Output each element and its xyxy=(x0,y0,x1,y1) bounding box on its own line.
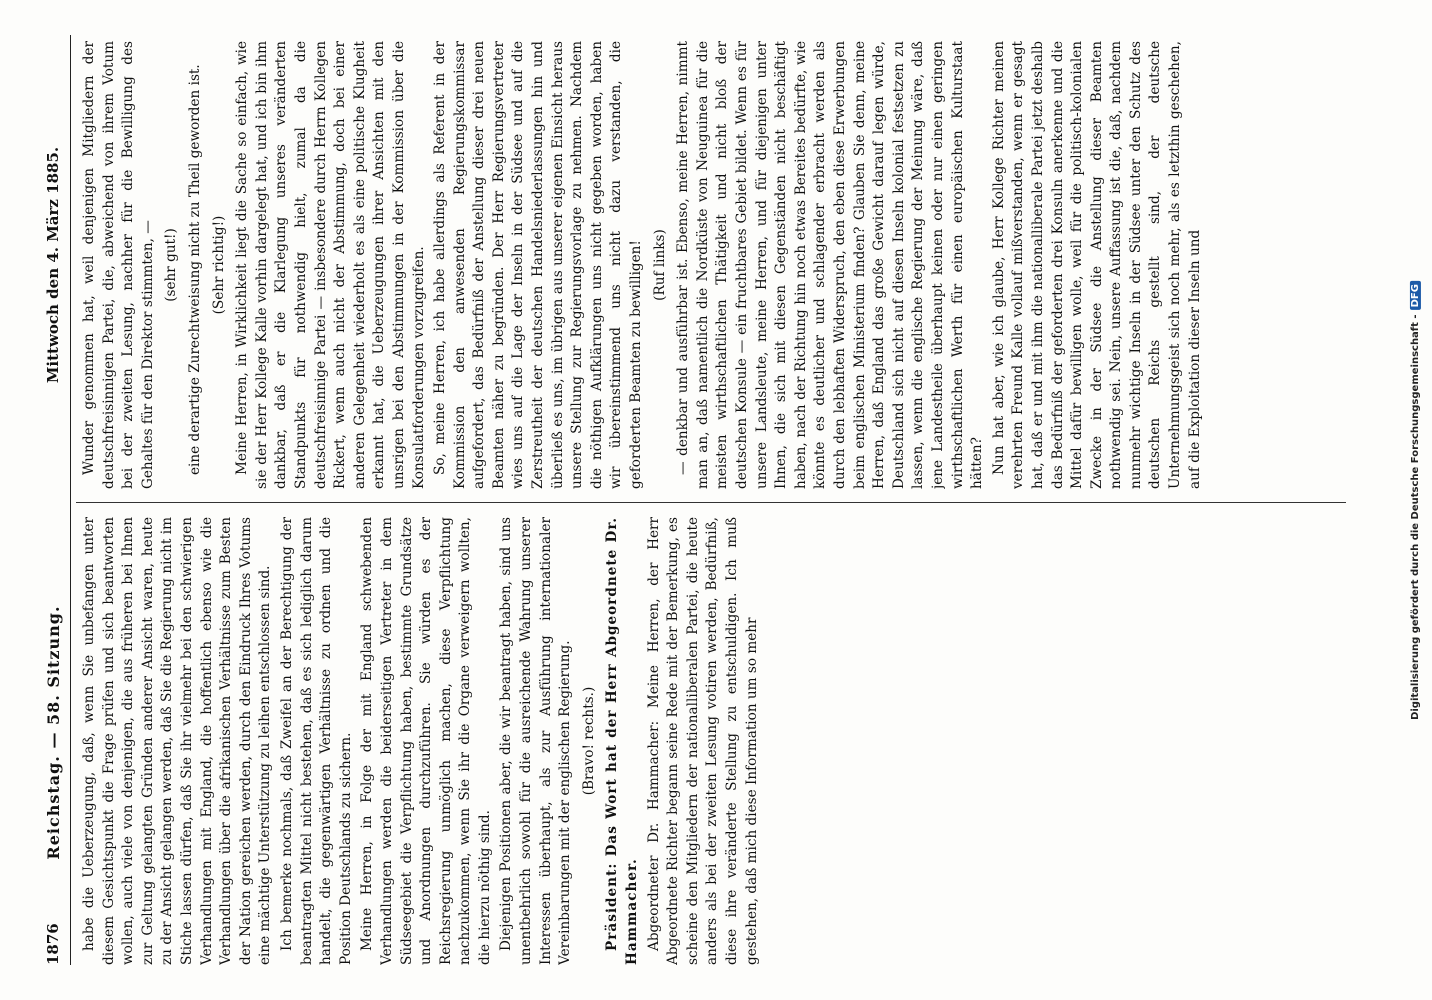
right-text-column xyxy=(80,41,1340,489)
right-running-title: Mittwoch den 4. März 1885. xyxy=(44,146,62,384)
paragraph: Ich bemerke nochmals, daß Zweifel an der Berechtigung der beantragten Mittel nicht bestehen, daß es sich lediglich darum handelt, die gegenwärtigen Verhältnisse zu ordnen und die Position Deutschlands zu sichern. xyxy=(278,517,354,965)
paragraph: Wunder genommen hat, weil denjenigen Mitgliedern der deutschfreisinnigen Partei, die, abweichend von ihrem Votum bei der zweiten Lesung, nachher für die Bewilligung des Gehaltes für den Direktor stimmten, — xyxy=(81,41,156,489)
left-text-column xyxy=(80,517,1340,965)
paragraph: Nun hat aber, wie ich glaube, Herr Kollege Richter meinen verehrten Freund Kalle vollauf mißverstanden, wenn er gesagt hat, daß er und mit ihm die nationalliberale Partei jetzt deshalb das Bedürfniß der geforderten drei Konsuln anerkenne und die Mittel dafür bewilligen wolle, weil für die politisch-kolonialen Zwecke in der Südsee die Anstellung dieser Beamten nothwendig sei. Nein, unsere Auffassung ist die, daß, nachdem nunmehr wichtige Inseln in der Südsee unter den Schutz des deutschen Reichs gestellt sind, der deutsche Unternehmungsgeist sich noch mehr, als es letzthin geschehen, auf die Exploitation dieser Inseln und xyxy=(990,41,1203,489)
interjection: (Ruf links) xyxy=(651,229,668,301)
paragraph: eine derartige Zurechtweisung nicht zu Theil geworden ist. xyxy=(186,64,203,475)
column-divider xyxy=(76,502,1346,503)
interjection: (sehr gut!) xyxy=(163,228,180,302)
digitization-sidebar xyxy=(1404,0,1426,1000)
paragraph: habe die Ueberzeugung, daß, wenn Sie unbefangen unter diesem Gesichtspunkt die Frage prüfen und sich beantworten wollen, auch viele von denjenigen, die aus früheren bei Ihnen zur Geltung gelangten Gründen anderer Ansicht waren, heute zu der Ansicht gelangen werden, daß Sie die Regierung nicht im Stiche lassen dürfen, daß Sie ihr vielmehr bei den schwierigen Verhandlungen mit England, die hoffentlich ebenso wie die Verhandlungen über die afrikanischen Verhältnisse zum Besten der Nation gereichen werden, durch den Eindruck Ihres Votums eine mächtige Unterstützung zu leihen entschlossen sind. xyxy=(81,517,274,965)
interjection: (Sehr richtig!) xyxy=(210,215,227,315)
page-header xyxy=(36,35,71,965)
paragraph: Diejenigen Positionen aber, die wir beantragt haben, sind uns unentbehrlich sowohl für die ausreichende Wahrung unserer Interessen überhaupt, als zur Ausführung internationaler Vereinbarungen mit der englischen Regierung. xyxy=(498,517,574,965)
digitization-note-text: Digitalisierung gefördert durch die Deutsche Forschungsgemeinschaft - xyxy=(1409,313,1421,720)
left-running-title: Reichstag. — 58. Sitzung. xyxy=(43,605,63,860)
page-number: 1876 xyxy=(44,923,62,965)
dfg-logo-icon: DFG xyxy=(1410,281,1421,310)
paragraph: Meine Herren, in Folge der mit England schwebenden Verhandlungen werden die beiderseitigen Vertreter in dem Südseegebiet die Verpflichtung haben, bestimmte Grundsätze und Anordnungen durchzuführen. Sie würden es der Reichsregierung unmöglich machen, diese Verpflichtung nachzukommen, wenn Sie ihr die Organe verweigern wollten, die hierzu nöthig sind. xyxy=(359,517,493,965)
rotated-document-page xyxy=(36,35,1396,965)
digitization-note xyxy=(1410,281,1421,720)
paragraph: — denkbar und ausführbar ist. Ebenso, meine Herren, nimmt man an, daß namentlich die Nordküste von Neuguinea für die meisten wirthschaftlichen Thätigkeit und nicht bloß der deutschen Konsule — ein fruchtbares Gebiet bildet. Wenn es für unsere Landsleute, meine Herren, und für diejenigen unter Ihnen, die sich mit diesen Gegenständen nicht beschäftigt haben, nach der Richtung hin noch etwas Bereites bedürfte, wie könnte es deutlicher und schlagender erbracht werden als durch den lebhaften Widerspruch, den eben diese Erwerbungen beim englischen Ministerium finden? Glauben Sie denn, meine Herren, daß England das große Gewicht darauf legen würde, Deutschland sich nicht auf diesen Inseln kolonial festsetzen zu lassen, wenn die englische Regierung der Meinung wäre, daß jene Landestheile überhaupt keinen oder nur einen geringen wirthschaftlichen Werth für einen europäischen Kulturstaat hätten? xyxy=(675,41,986,489)
paragraph: Abgeordneter Dr. Hammacher: Meine Herren, der Herr Abgeordnete Richter begann seine Rede mit der Bemerkung, es scheine den Mitgliedern der nationalliberalen Partei, die heute anders als bei der zweiten Lesung votiren werden, Bedürfniß, diese ihre veränderte Stellung zu entschuldigen. Ich muß gestehen, daß mich diese Information um so mehr xyxy=(645,517,760,965)
interjection: (Bravo! rechts.) xyxy=(580,686,597,796)
paragraph: Meine Herren, in Wirklichkeit liegt die Sache so einfach, wie sie der Herr Kollege Kalle vorhin dargelegt hat, und ich bin ihm dankbar, daß er die Klarlegung unseres veränderten Standpunkts für nothwendig hielt, zumal da die deutschfreisinnige Partei — insbesondere durch Herrn Kollegen Rickert, wenn auch nicht der Abstimmung, doch bei einer anderen Gelegenheit wiederholt es als eine politische Klugheit erkannt hat, die Ueberzeugungen ihrer Ansichten mit den unsrigen bei den Abstimmungen in der Kommission über die Konsulatforderungen vorzugreifen. xyxy=(234,41,427,489)
speaker-paragraph: Präsident: Das Wort hat der Herr Abgeordnete Dr. Hammacher. xyxy=(604,517,641,965)
paragraph: So, meine Herren, ich habe allerdings als Referent in der Kommission den anwesenden Regierungskommissar aufgefordert, das Bedürfniß der Anstellung dieser drei neuen Beamten näher zu begründen. Der Herr Regierungsvertreter wies uns auf die Lage der Inseln in der Südsee und auf die Zerstreutheit der deutschen Handelsniederlassungen hin und überließ es uns, im übrigen aus unserer eigenen Einsicht heraus unsere Stellung zur Regierungsvorlage zu nehmen. Nachdem die nöthigen Aufklärungen uns nicht gegeben worden, haben wir übereinstimmend uns nicht dazu verstanden, die geforderten Beamten zu bewilligen! xyxy=(432,41,645,489)
